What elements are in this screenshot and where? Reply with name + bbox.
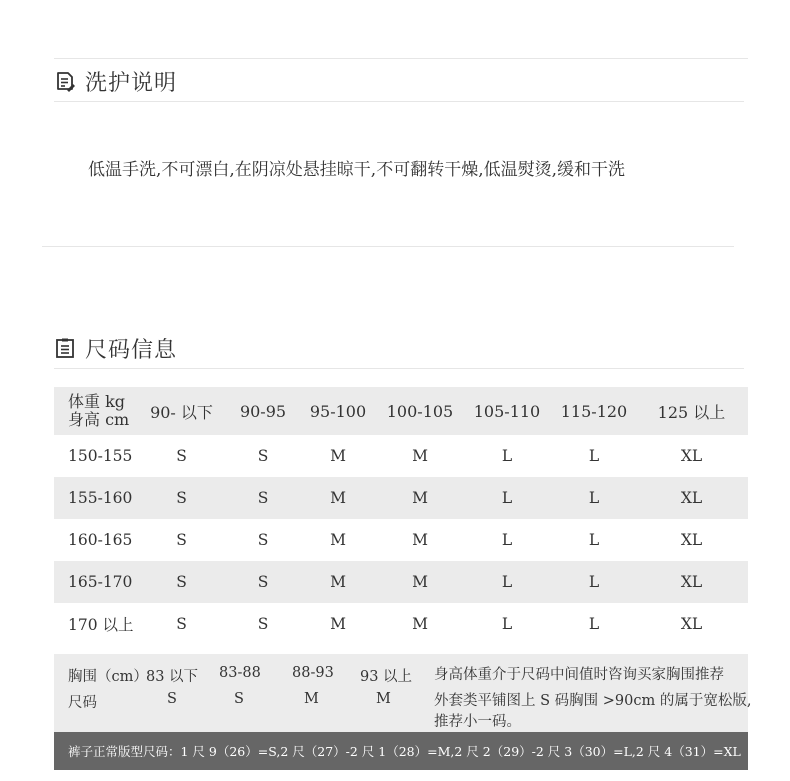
bust-size-label: 尺码 [68, 695, 97, 711]
size-cell: S [176, 531, 187, 549]
size-cell: L [588, 615, 600, 633]
size-cell: L [588, 531, 600, 549]
size-cell: S [176, 573, 187, 591]
header-weight: 90-95 [239, 401, 287, 421]
bust-range: 83-88 [219, 665, 261, 681]
size-cell: M [412, 531, 428, 549]
size-cell: S [257, 447, 269, 465]
fit-advice-line: 推荐小一码。 [434, 714, 521, 730]
size-cell: XL [680, 573, 703, 591]
table-row [54, 519, 748, 561]
bust-size: M [304, 691, 319, 707]
table-row [54, 435, 748, 477]
size-cell: M [330, 489, 346, 507]
divider-care-bottom [42, 246, 734, 247]
size-cell: XL [680, 615, 703, 633]
bust-range: 93 以上 [360, 669, 413, 685]
size-cell: S [176, 447, 187, 465]
size-title: 尺码信息 [85, 337, 178, 363]
size-cell: XL [680, 531, 703, 549]
size-table [54, 387, 748, 645]
size-cell: L [588, 489, 600, 507]
row-height: 165-170 [68, 573, 133, 591]
header-weight: 105-110 [473, 401, 541, 421]
divider-size-title [54, 368, 744, 369]
header-weight-height [54, 393, 134, 429]
row-height: 150-155 [68, 447, 133, 465]
care-instructions: 低温手洗,不可漂白,在阴凉处悬挂晾干,不可翻转干燥,低温熨烫,缓和干洗 [88, 160, 626, 180]
size-cell: L [501, 615, 513, 633]
size-cell: L [501, 573, 513, 591]
document-pen-icon [54, 70, 76, 92]
size-table-header [54, 387, 748, 435]
size-cell: S [257, 531, 269, 549]
bust-label: 胸围（cm） [68, 669, 148, 685]
fit-advice-line: 外套类平铺图上 S 码胸围 >90cm 的属于宽松版, [434, 693, 752, 709]
size-cell: S [257, 573, 269, 591]
bust-size: S [234, 691, 244, 707]
size-cell: M [330, 447, 346, 465]
care-section-title [54, 66, 177, 96]
bust-size-block [54, 654, 752, 732]
bust-size: M [376, 691, 391, 707]
bust-range: 83 以下 [146, 669, 199, 685]
header-height-label: 身高 cm [68, 410, 130, 429]
row-height: 170 以上 [68, 616, 134, 634]
size-cell: L [501, 447, 513, 465]
header-weight: 90- 以下 [150, 402, 213, 422]
care-title: 洗护说明 [85, 70, 178, 96]
header-weight: 100-105 [386, 401, 454, 421]
fit-advice-line: 身高体重介于尺码中间值时咨询买家胸围推荐 [434, 667, 724, 683]
size-cell: M [412, 573, 428, 591]
size-section-title [54, 333, 177, 363]
row-height: 160-165 [68, 531, 133, 549]
header-weight: 125 以上 [657, 402, 726, 422]
size-cell: L [588, 573, 600, 591]
size-cell: L [501, 489, 513, 507]
size-cell: S [257, 615, 269, 633]
row-height: 155-160 [68, 489, 133, 507]
size-cell: S [257, 489, 269, 507]
header-weight: 95-100 [309, 401, 367, 421]
fit-advice-note [434, 665, 751, 733]
divider-top [54, 58, 748, 59]
table-row [54, 477, 748, 519]
pants-size-note-bar [54, 732, 748, 770]
size-cell: XL [680, 447, 703, 465]
size-cell: M [412, 489, 428, 507]
size-cell: L [501, 531, 513, 549]
size-cell: S [176, 489, 187, 507]
size-cell: S [176, 615, 187, 633]
header-weight-label: 体重 kg [68, 392, 126, 411]
pants-size-note: 裤子正常版型尺码：1 尺 9（26）=S,2 尺（27）-2 尺 1（28）=M,2 尺 2（29）-2 尺 3（30）=L,2 尺 4（31）=XL [68, 744, 741, 759]
size-cell: M [330, 615, 346, 633]
bust-range: 88-93 [292, 665, 334, 681]
divider-care-title [54, 101, 744, 102]
size-cell: M [412, 615, 428, 633]
size-cell: M [412, 447, 428, 465]
size-cell: XL [680, 489, 703, 507]
header-weight: 115-120 [560, 401, 628, 421]
table-row [54, 561, 748, 603]
clipboard-list-icon [54, 337, 76, 359]
size-cell: M [330, 573, 346, 591]
bust-size: S [167, 691, 177, 707]
table-row [54, 603, 748, 645]
size-cell: L [588, 447, 600, 465]
size-cell: M [330, 531, 346, 549]
